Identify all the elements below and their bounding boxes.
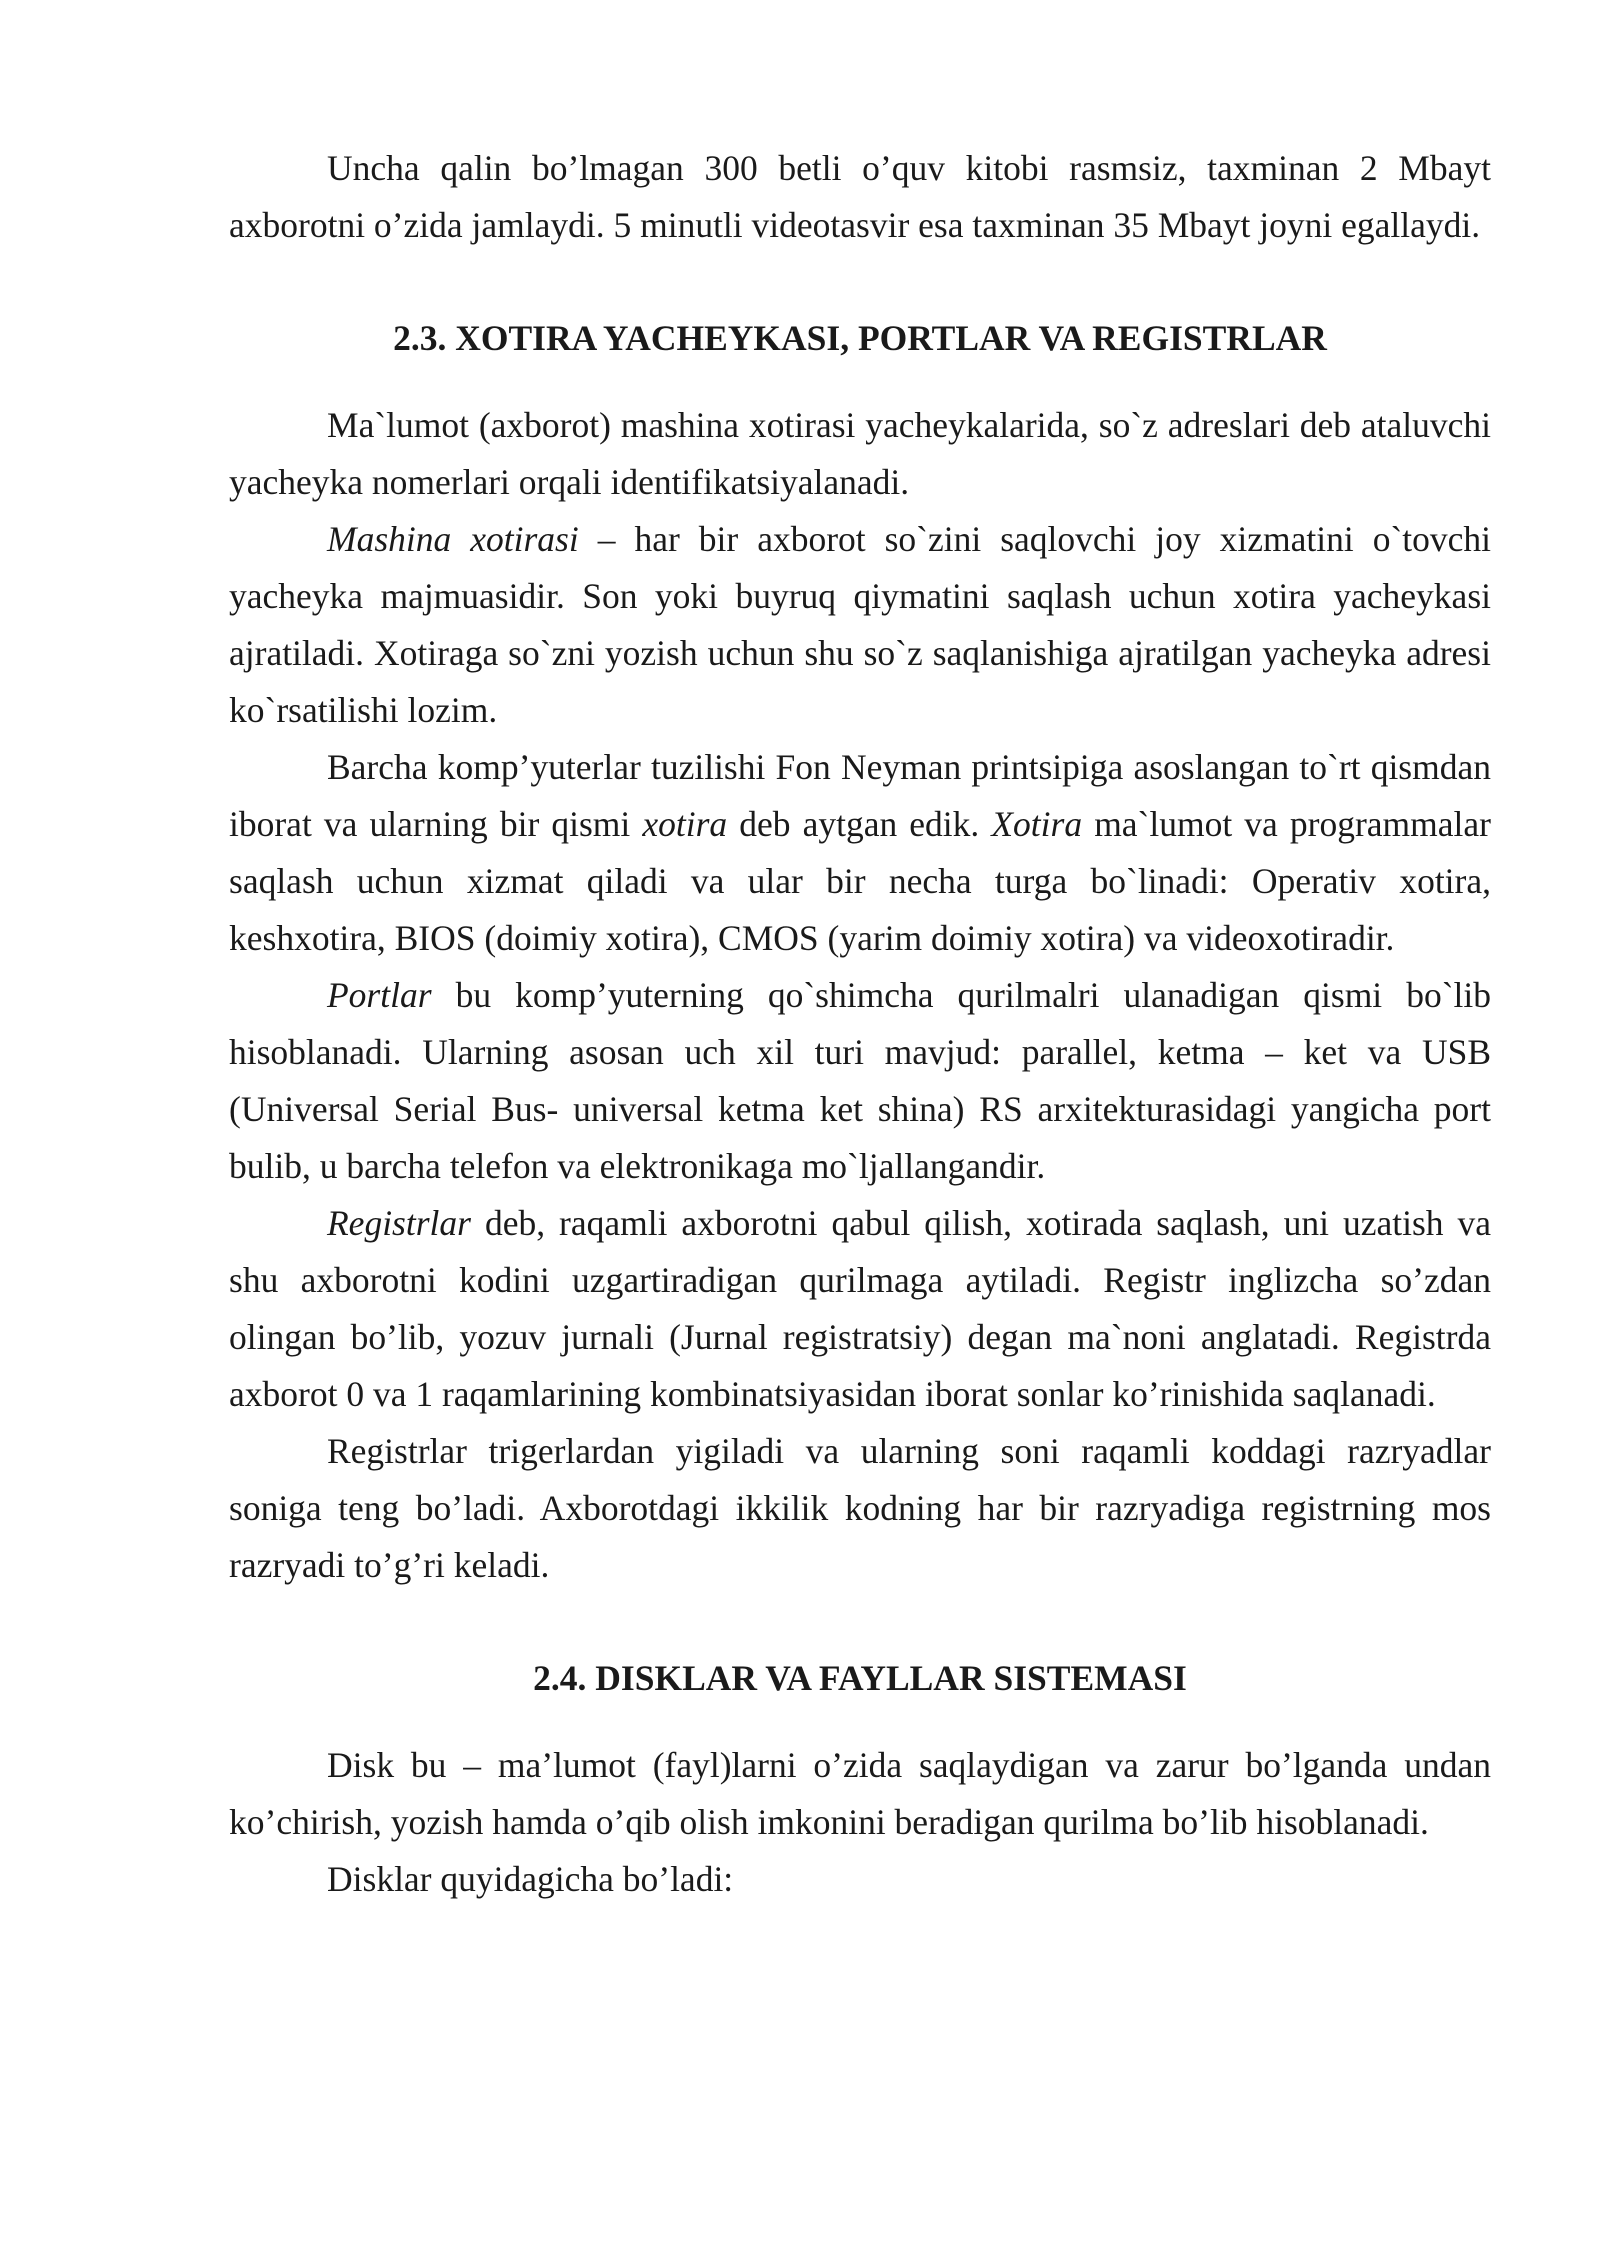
section-heading-2-4: 2.4. DISKLAR VA FAYLLAR SISTEMASI	[533, 1658, 1187, 1698]
paragraph-von-neumann-text-3: ma`lumot va programmalar saqlash uchun xizmat qiladi va ular bir necha turga bo`linadi: Operativ xotira, keshxotira, BIOS (doimiy xotira), CMOS (yarim doimiy xotira) va videoxotiradir.	[229, 804, 1491, 958]
paragraph-machine-memory-text: – har bir axborot so`zini saqlovchi joy xizmatini o`tovchi yacheyka majmuasidir. Son yoki buyruq qiymatini saqlash uchun xotira yacheykasi ajratiladi. Xotiraga so`zni yozish uchun shu so`z saqlanishiga ajratilgan yacheyka adresi ko`rsatilishi lozim.	[229, 519, 1491, 730]
paragraph-disk-definition: Disk bu – ma’lumot (fayl)larni o’zida saqlaydigan va zarur bo’lganda undan ko’chirish, yozish hamda o’qib olish imkonini beradigan qurilma bo’lib hisoblanadi.	[229, 1745, 1491, 1842]
term-xotira-lower: xotira	[642, 804, 728, 844]
term-registers: Registrlar	[327, 1203, 471, 1243]
paragraph-von-neumann-text-2: deb aytgan edik.	[727, 804, 992, 844]
paragraph-von-neumann-text-1: Barcha komp’yuterlar tuzilishi Fon Neyman printsipiga asoslangan to`rt qismdan iborat va ularning bir qismi	[229, 747, 1491, 844]
paragraph-ports-text: bu komp’yuterning qo`shimcha qurilmalri ulanadigan qismi bo`lib hisoblanadi. Ularning asosan uch xil turi mavjud: parallel, ketma – ket va USB (Universal Serial Bus- universal ketma ket shina) RS arxitekturasidagi yangicha port bulib, u barcha telefon va elektronikaga mo`ljallangandir.	[229, 975, 1491, 1186]
document-page	[229, 140, 1491, 1908]
term-machine-memory: Mashina xotirasi	[327, 519, 579, 559]
paragraph-von-neumann	[229, 739, 1491, 967]
section-heading-2-3: 2.3. XOTIRA YACHEYKASI, PORTLAR VA REGISTRLAR	[393, 318, 1327, 358]
term-xotira: Xotira	[991, 804, 1083, 844]
paragraph-intro: Uncha qalin bo’lmagan 300 betli o’quv kitobi rasmsiz, taxminan 2 Mbayt axborotni o’zida jamlaydi. 5 minutli videotasvir esa taxminan 35 Mbayt joyni egallaydi.	[229, 148, 1491, 245]
paragraph-registers-text: deb, raqamli axborotni qabul qilish, xotirada saqlash, uni uzatish va shu axborotni kodini uzgartiradigan qurilmaga aytiladi. Registr inglizcha so’zdan olingan bo’lib, yozuv jurnali (Jurnal registratsiy) degan ma`noni anglatadi. Registrda axborot 0 va 1 raqamlarining kombinatsiyasidan iborat sonlar ko’rinishida saqlanadi.	[229, 1203, 1491, 1414]
paragraph-ports	[229, 967, 1491, 1195]
paragraph-triggers: Registrlar trigerlardan yigiladi va ularning soni raqamli koddagi razryadlar soniga teng bo’ladi. Axborotdagi ikkilik kodning har bir razryadiga registrning mos razryadi to’g’ri keladi.	[229, 1431, 1491, 1585]
paragraph-registers	[229, 1195, 1491, 1423]
paragraph-disk-types: Disklar quyidagicha bo’ladi:	[327, 1859, 734, 1899]
paragraph-machine-memory	[229, 511, 1491, 739]
paragraph-memory-cells: Ma`lumot (axborot) mashina xotirasi yacheykalarida, so`z adreslari deb ataluvchi yacheyka nomerlari orqali identifikatsiyalanadi.	[229, 405, 1491, 502]
term-ports: Portlar	[327, 975, 432, 1015]
